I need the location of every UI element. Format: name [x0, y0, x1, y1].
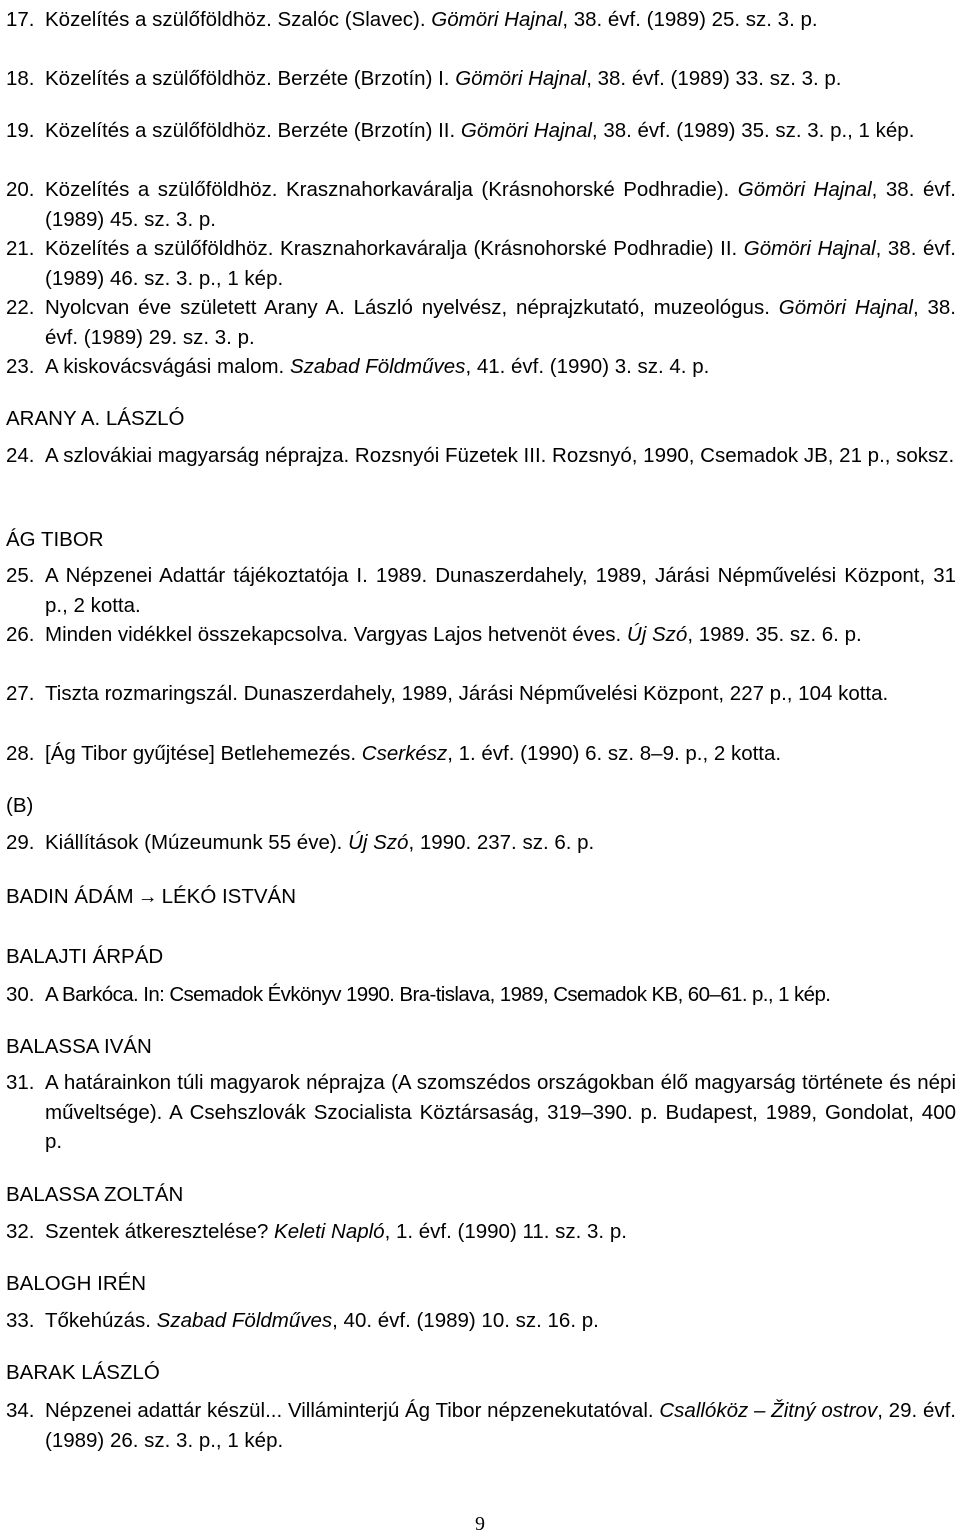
publication-title: Cserkész [361, 742, 448, 765]
entry-number: 19. [6, 119, 35, 142]
entry-number: 25. [6, 564, 35, 587]
publication-title: Gömöri Hajnal [737, 178, 872, 201]
bibliography-entry [6, 293, 956, 352]
entry-number: 29. [6, 831, 35, 854]
entry-text-segment: Közelítés a szülőföldhöz. Berzéte (Brzotín) II. [45, 119, 461, 142]
entry-text-segment: Tiszta rozmaringszál. Dunaszerdahely, 1989, Járási Népművelési Központ, 227 p., 104 kotta. [45, 682, 889, 705]
entry-number: 26. [6, 623, 35, 646]
entry-text-segment: , 40. évf. (1989) 10. sz. 16. p. [332, 1309, 599, 1332]
bibliography-entry [6, 352, 956, 382]
publication-title: Gömöri Hajnal [431, 8, 563, 31]
entry-text [45, 1396, 956, 1455]
entry-text-segment: , 41. évf. (1990) 3. sz. 4. p. [465, 355, 710, 378]
bibliography-entry [6, 116, 956, 146]
bibliography-entry [6, 620, 956, 650]
cross-reference: LÉKÓ ISTVÁN [161, 885, 297, 908]
entry-text [45, 1217, 956, 1247]
entry-text-segment: A szlovákiai magyarság néprajza. Rozsnyói Füzetek III. Rozsnyó, 1990, Csemadok JB, 21 p., soksz. [45, 444, 955, 467]
entry-text [45, 980, 956, 1010]
publication-title: Szabad Földműves [289, 355, 466, 378]
entry-text-segment: , 38. évf. (1989) 46. sz. 3. p., 1 kép. [45, 237, 956, 290]
entry-text-segment: Nyolcvan éve született Arany A. László nyelvész, néprajzkutató, muzeológus. [45, 296, 779, 319]
entry-text-segment: , 38. évf. (1989) 33. sz. 3. p. [586, 67, 842, 90]
entry-text-segment: Minden vidékkel összekapcsolva. Vargyas Lajos hetvenöt éves. [45, 623, 627, 646]
entry-text [45, 352, 956, 382]
publication-title: Új Szó [348, 831, 409, 854]
bibliography-entry [6, 739, 956, 769]
entry-text-segment: Tőkehúzás. [45, 1309, 157, 1332]
entry-text [45, 828, 956, 858]
entry-text-segment: , 29. évf. (1989) 26. sz. 3. p., 1 kép. [45, 1399, 956, 1452]
bibliography-entry [6, 5, 956, 35]
publication-title: Keleti Napló [274, 1220, 385, 1243]
entry-text [45, 234, 956, 293]
author-name: BADIN ÁDÁM [6, 885, 134, 908]
entry-text [45, 561, 956, 620]
entry-number: 23. [6, 355, 35, 378]
entry-text-segment: , 1989. 35. sz. 6. p. [687, 623, 862, 646]
entry-number: 24. [6, 444, 35, 467]
entry-number: 31. [6, 1071, 35, 1094]
author-heading: BALASSA ZOLTÁN [6, 1183, 184, 1206]
entry-text-segment: A kiskovácsvágási malom. [45, 355, 290, 378]
entry-text [45, 679, 956, 709]
author-heading: BALASSA IVÁN [6, 1035, 152, 1058]
entry-text-segment: Népzenei adattár készül... Villáminterjú Ág Tibor népzenekutatóval. [45, 1399, 660, 1422]
entry-text-segment: A Barkóca. In: Csemadok Évkönyv 1990. Bra-tislava, 1989, Csemadok KB, 60–61. p., 1 kép. [45, 983, 831, 1006]
entry-text [45, 175, 956, 234]
entry-text [45, 1068, 956, 1157]
entry-text-segment: Kiállítások (Múzeumunk 55 éve). [45, 831, 349, 854]
entry-text-segment: , 1. évf. (1990) 11. sz. 3. p. [384, 1220, 627, 1243]
entry-text [45, 116, 956, 146]
entry-text-segment: Közelítés a szülőföldhöz. Berzéte (Brzotín) I. [45, 67, 456, 90]
bibliography-entry [6, 175, 956, 234]
publication-title: Gömöri Hajnal [460, 119, 592, 142]
author-heading: BALAJTI ÁRPÁD [6, 945, 164, 968]
entry-text-segment: Közelítés a szülőföldhöz. Krasznahorkaváralja (Krásnohorské Podhradie). [45, 178, 738, 201]
author-heading: BALOGH IRÉN [6, 1272, 147, 1295]
entry-number: 33. [6, 1309, 35, 1332]
publication-title: Szabad Földműves [156, 1309, 333, 1332]
publication-title: Gömöri Hajnal [455, 67, 587, 90]
entry-text [45, 441, 956, 471]
bibliography-entry [6, 828, 956, 858]
author-heading: ÁG TIBOR [6, 528, 104, 551]
entry-text-segment: Közelítés a szülőföldhöz. Szalóc (Slavec). [45, 8, 432, 31]
bibliography-entry [6, 561, 956, 620]
entry-number: 22. [6, 296, 35, 319]
entry-number: 32. [6, 1220, 35, 1243]
bibliography-entry [6, 64, 956, 94]
entry-text-segment: A Népzenei Adattár tájékoztatója I. 1989. Dunaszerdahely, 1989, Járási Népművelési Központ, 31 p., 2 kotta. [45, 564, 956, 617]
bibliography-entry [6, 980, 956, 1010]
entry-text-segment: , 1. évf. (1990) 6. sz. 8–9. p., 2 kotta. [447, 742, 782, 765]
bibliography-entry [6, 679, 956, 709]
entry-number: 21. [6, 237, 35, 260]
entry-number: 28. [6, 742, 35, 765]
publication-title: Gömöri Hajnal [778, 296, 913, 319]
entry-number: 18. [6, 67, 35, 90]
section-marker: (B) [6, 794, 34, 817]
publication-title: Gömöri Hajnal [743, 237, 876, 260]
entry-text-segment: , 38. évf. (1989) 29. sz. 3. p. [45, 296, 956, 349]
bibliography-entry [6, 1068, 956, 1157]
entry-text [45, 739, 956, 769]
entry-text-segment: , 38. évf. (1989) 25. sz. 3. p. [562, 8, 818, 31]
bibliography-entry [6, 1396, 956, 1455]
entry-number: 30. [6, 983, 35, 1006]
entry-number: 20. [6, 178, 35, 201]
author-heading: BARAK LÁSZLÓ [6, 1361, 160, 1384]
entry-text-segment: , 1990. 237. sz. 6. p. [408, 831, 595, 854]
entry-text-segment: , 38. évf. (1989) 45. sz. 3. p. [45, 178, 956, 231]
entry-text [45, 620, 956, 650]
publication-title: Csallóköz – Žitný ostrov [659, 1399, 878, 1422]
entry-text-segment: [Ág Tibor gyűjtése] Betlehemezés. [45, 742, 362, 765]
entry-text-segment: , 38. évf. (1989) 35. sz. 3. p., 1 kép. [591, 119, 915, 142]
entry-text [45, 5, 956, 35]
bibliography-entry [6, 1217, 956, 1247]
entry-text-segment: Szentek átkeresztelése? [45, 1220, 275, 1243]
entry-text [45, 64, 956, 94]
entry-text [45, 1306, 956, 1336]
bibliography-entry [6, 234, 956, 293]
bibliography-entry [6, 1306, 956, 1336]
author-heading: ARANY A. LÁSZLÓ [6, 407, 185, 430]
bibliography-entry [6, 441, 956, 471]
entry-number: 27. [6, 682, 35, 705]
entry-number: 17. [6, 8, 35, 31]
entry-number: 34. [6, 1399, 35, 1422]
publication-title: Új Szó [626, 623, 688, 646]
author-heading [6, 882, 296, 913]
entry-text [45, 293, 956, 352]
entry-text-segment: Közelítés a szülőföldhöz. Krasznahorkaváralja (Krásnohorské Podhradie) II. [45, 237, 744, 260]
arrow-right-icon: → [137, 886, 158, 908]
entry-text-segment: A határainkon túli magyarok néprajza (A szomszédos országokban élő magyarság története és népi műveltsége). A Csehszlovák Szocialista Köztársaság, 319–390. p. Budapest, 1989, Gondolat, 400 p. [45, 1071, 956, 1153]
page-number: 9 [475, 1513, 485, 1535]
